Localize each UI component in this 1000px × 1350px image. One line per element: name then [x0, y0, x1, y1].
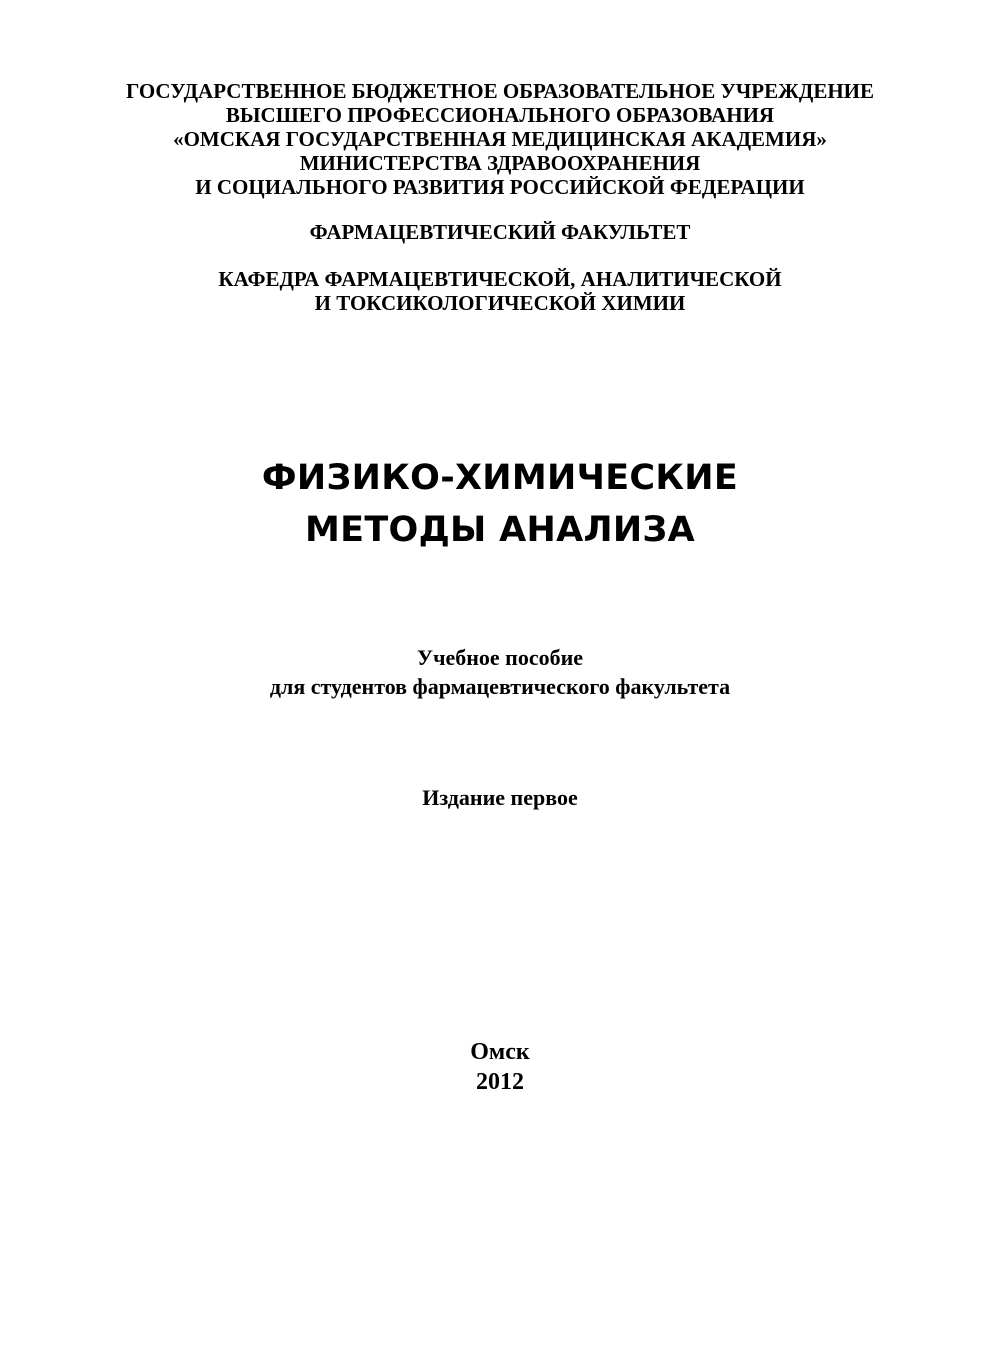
edition-note	[0, 783, 1000, 812]
document-subtitle	[0, 643, 1000, 701]
document-title	[0, 452, 1000, 556]
institution-line-5: И СОЦИАЛЬНОГО РАЗВИТИЯ РОССИЙСКОЙ ФЕДЕРАЦИИ	[195, 175, 805, 199]
title-line-2: МЕТОДЫ АНАЛИЗА	[305, 510, 695, 550]
faculty-heading	[0, 220, 1000, 244]
institution-header	[0, 79, 1000, 199]
subtitle-line-1: Учебное пособие	[416, 645, 584, 670]
subtitle-line-2: для студентов фармацевтического факультета	[269, 674, 731, 699]
institution-line-1: ГОСУДАРСТВЕННОЕ БЮДЖЕТНОЕ ОБРАЗОВАТЕЛЬНОЕ УЧРЕЖДЕНИЕ	[125, 79, 875, 103]
title-line-1: ФИЗИКО-ХИМИЧЕСКИЕ	[261, 458, 739, 498]
institution-line-4: МИНИСТЕРСТВА ЗДРАВООХРАНЕНИЯ	[299, 151, 701, 175]
department-line-1: КАФЕДРА ФАРМАЦЕВТИЧЕСКОЙ, АНАЛИТИЧЕСКОЙ	[218, 267, 782, 291]
institution-line-3: «ОМСКАЯ ГОСУДАРСТВЕННАЯ МЕДИЦИНСКАЯ АКАДЕМИЯ»	[173, 127, 827, 151]
imprint	[0, 1037, 1000, 1097]
imprint-city: Омск	[470, 1039, 530, 1065]
department-heading	[0, 267, 1000, 315]
faculty-line: ФАРМАЦЕВТИЧЕСКИЙ ФАКУЛЬТЕТ	[309, 220, 691, 244]
department-line-2: И ТОКСИКОЛОГИЧЕСКОЙ ХИМИИ	[314, 291, 686, 315]
edition-line: Издание первое	[422, 785, 578, 810]
institution-line-2: ВЫСШЕГО ПРОФЕССИОНАЛЬНОГО ОБРАЗОВАНИЯ	[225, 103, 775, 127]
imprint-year: 2012	[476, 1069, 524, 1095]
